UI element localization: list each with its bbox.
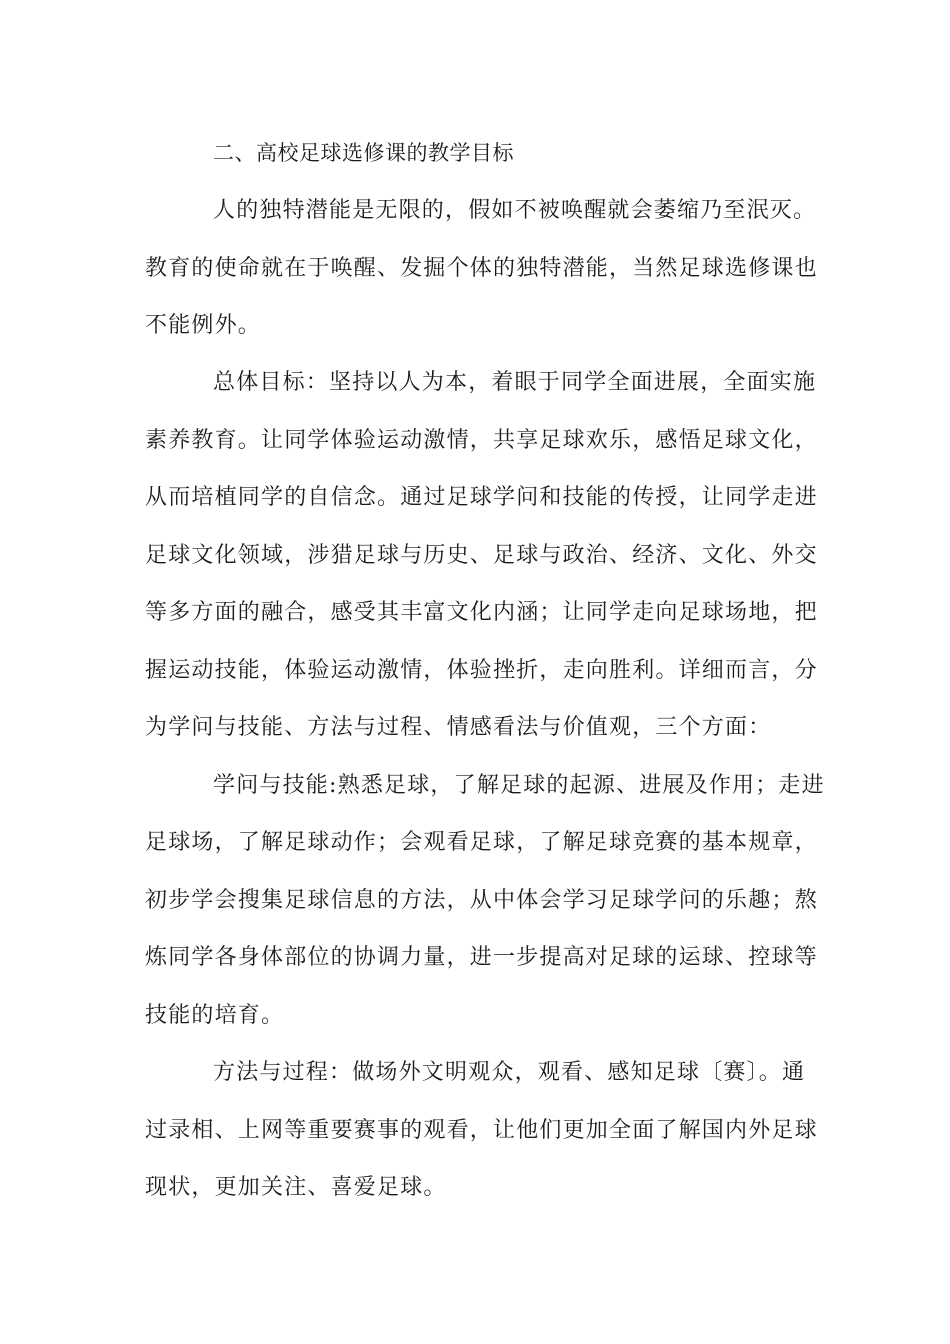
paragraph-2-line-4: 足球文化领域，涉猎足球与历史、足球与政治、经济、文化、外交	[145, 543, 818, 568]
paragraph-4-line-2: 过录相、上网等重要赛事的观看，让他们更加全面了解国内外足球	[145, 1118, 818, 1143]
paragraph-2-line-3: 从而培植同学的自信念。通过足球学问和技能的传授，让同学走进	[145, 485, 818, 510]
paragraph-4-line-3: 现状，更加关注、喜爱足球。	[145, 1175, 447, 1200]
paragraph-1-line-3: 不能例外。	[145, 313, 262, 338]
paragraph-3-line-5: 技能的培育。	[145, 1003, 285, 1028]
paragraph-2-line-2: 素养教育。让同学体验运动激情，共享足球欢乐，感悟足球文化，	[145, 428, 818, 453]
paragraph-2-line-7: 为学问与技能、方法与过程、情感看法与价值观，三个方面：	[145, 715, 772, 740]
paragraph-1-line-2: 教育的使命就在于唤醒、发掘个体的独特潜能，当然足球选修课也	[145, 256, 818, 281]
section-heading: 二、高校足球选修课的教学目标	[213, 141, 514, 165]
paragraph-1-line-1: 人的独特潜能是无限的，假如不被唤醒就会萎缩乃至泯灭。	[213, 198, 817, 223]
paragraph-2-line-6: 握运动技能，体验运动激情，体验挫折，走向胜利。详细而言，分	[145, 658, 818, 683]
paragraph-2-line-1: 总体目标：坚持以人为本，着眼于同学全面进展，全面实施	[213, 370, 817, 395]
paragraph-2-line-5: 等多方面的融合，感受其丰富文化内涵；让同学走向足球场地，把	[145, 600, 818, 625]
paragraph-3-line-3: 初步学会搜集足球信息的方法，从中体会学习足球学问的乐趣；熬	[145, 888, 818, 913]
paragraph-4-line-1: 方法与过程：做场外文明观众，观看、感知足球〔赛〕。通	[213, 1060, 806, 1085]
paragraph-3-line-2: 足球场，了解足球动作；会观看足球，了解足球竞赛的基本规章，	[145, 830, 818, 855]
paragraph-3-line-1: 学问与技能:熟悉足球，了解足球的起源、进展及作用；走进	[213, 773, 825, 798]
paragraph-3-line-4: 炼同学各身体部位的协调力量，进一步提高对足球的运球、控球等	[145, 945, 818, 970]
